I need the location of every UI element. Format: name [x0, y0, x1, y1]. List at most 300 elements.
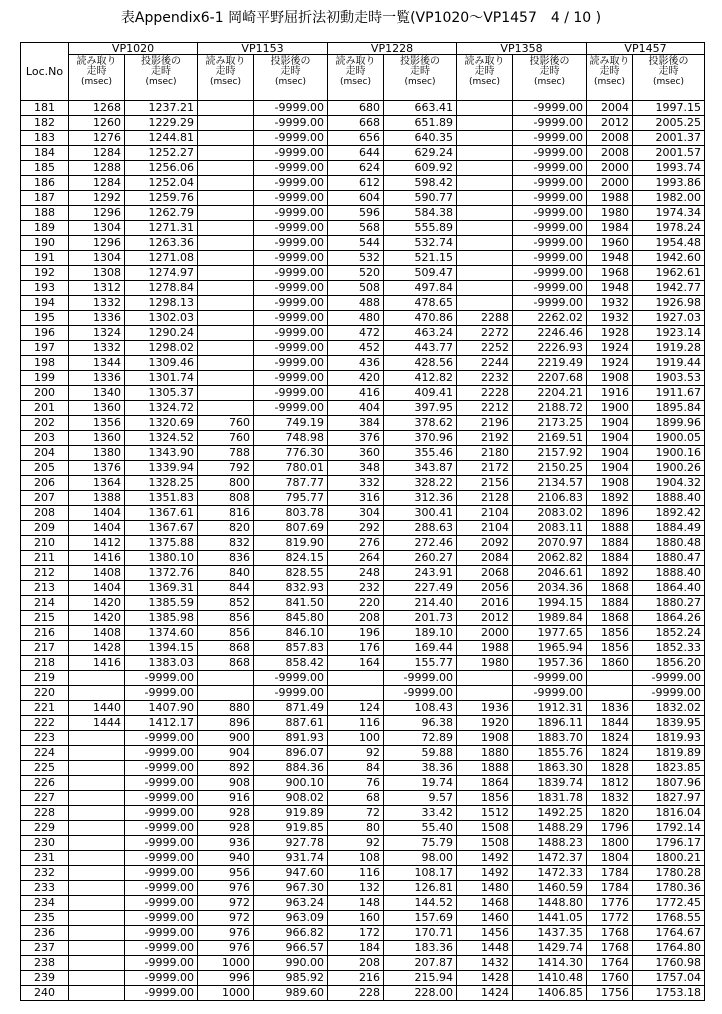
- table-cell: 940: [198, 851, 254, 866]
- table-cell: 1784: [587, 866, 633, 881]
- table-cell: 2128: [457, 491, 513, 506]
- loc-no-cell: 200: [21, 386, 69, 401]
- table-row: [21, 476, 705, 491]
- table-cell: 1899.96: [633, 416, 705, 431]
- table-cell: [198, 176, 254, 191]
- table-cell: [69, 896, 125, 911]
- table-cell: 1404: [69, 506, 125, 521]
- loc-no-cell: 222: [21, 716, 69, 731]
- table-cell: 1836: [587, 701, 633, 716]
- table-cell: 397.95: [384, 401, 457, 416]
- table-cell: 1924: [587, 341, 633, 356]
- table-cell: -9999.00: [513, 116, 587, 131]
- table-cell: [198, 311, 254, 326]
- loc-no-cell: 202: [21, 416, 69, 431]
- table-cell: 98.00: [384, 851, 457, 866]
- table-cell: 2092: [457, 536, 513, 551]
- table-cell: 1278.84: [125, 281, 198, 296]
- table-cell: 904: [198, 746, 254, 761]
- table-cell: -9999.00: [125, 836, 198, 851]
- table-cell: 2012: [457, 611, 513, 626]
- table-cell: 1828: [587, 761, 633, 776]
- loc-no-cell: 205: [21, 461, 69, 476]
- table-cell: 2008: [587, 146, 633, 161]
- table-cell: 1796.17: [633, 836, 705, 851]
- table-cell: 976: [198, 926, 254, 941]
- table-row: [21, 146, 705, 161]
- table-row: [21, 311, 705, 326]
- loc-no-cell: 196: [21, 326, 69, 341]
- table-cell: 1977.65: [513, 626, 587, 641]
- table-cell: 148: [328, 896, 384, 911]
- table-cell: 2001.57: [633, 146, 705, 161]
- table-cell: 208: [328, 611, 384, 626]
- table-cell: 2204.21: [513, 386, 587, 401]
- table-cell: [198, 296, 254, 311]
- table-cell: 2104: [457, 521, 513, 536]
- header-line: 走時: [539, 66, 560, 77]
- table-cell: 1388: [69, 491, 125, 506]
- table-cell: 1380: [69, 446, 125, 461]
- table-cell: -9999.00: [254, 671, 328, 686]
- table-cell: [457, 191, 513, 206]
- table-row: [21, 626, 705, 641]
- table-cell: -9999.00: [125, 926, 198, 941]
- table-row: [21, 236, 705, 251]
- table-cell: 1868: [587, 611, 633, 626]
- table-cell: 452: [328, 341, 384, 356]
- table-cell: 116: [328, 866, 384, 881]
- table-cell: 1000: [198, 986, 254, 1001]
- table-cell: 1367.67: [125, 521, 198, 536]
- table-cell: 1324.72: [125, 401, 198, 416]
- table-cell: 776.30: [254, 446, 328, 461]
- loc-no-cell: 189: [21, 221, 69, 236]
- table-cell: [457, 131, 513, 146]
- table-cell: 68: [328, 791, 384, 806]
- table-cell: 1980: [587, 206, 633, 221]
- table-row: [21, 266, 705, 281]
- table-cell: 1796: [587, 821, 633, 836]
- table-cell: 132: [328, 881, 384, 896]
- table-row: [21, 491, 705, 506]
- table-row: [21, 701, 705, 716]
- table-cell: [69, 911, 125, 926]
- table-cell: 1800: [587, 836, 633, 851]
- table-cell: 868: [198, 641, 254, 656]
- table-cell: 272.46: [384, 536, 457, 551]
- table-cell: [69, 761, 125, 776]
- table-cell: 164: [328, 656, 384, 671]
- table-cell: 1252.27: [125, 146, 198, 161]
- table-cell: 1298.02: [125, 341, 198, 356]
- table-cell: [457, 266, 513, 281]
- table-cell: 157.69: [384, 911, 457, 926]
- table-cell: 2156: [457, 476, 513, 491]
- table-row: [21, 806, 705, 821]
- table-cell: 2157.92: [513, 446, 587, 461]
- table-cell: 480: [328, 311, 384, 326]
- table-cell: 343.87: [384, 461, 457, 476]
- table-cell: 1343.90: [125, 446, 198, 461]
- table-cell: 1824: [587, 746, 633, 761]
- table-cell: 1274.97: [125, 266, 198, 281]
- projected-time-header-vp1358: [513, 55, 587, 101]
- table-cell: 207.87: [384, 956, 457, 971]
- table-cell: 1364: [69, 476, 125, 491]
- table-cell: 1900.26: [633, 461, 705, 476]
- table-row: [21, 731, 705, 746]
- table-row: [21, 116, 705, 131]
- table-cell: 1988: [587, 191, 633, 206]
- table-cell: 292: [328, 521, 384, 536]
- table-cell: 787.77: [254, 476, 328, 491]
- table-cell: 1324: [69, 326, 125, 341]
- table-cell: 1444: [69, 716, 125, 731]
- table-cell: 214.40: [384, 596, 457, 611]
- table-cell: -9999.00: [125, 896, 198, 911]
- table-cell: 215.94: [384, 971, 457, 986]
- table-cell: 1980: [457, 656, 513, 671]
- table-cell: 845.80: [254, 611, 328, 626]
- table-cell: 2173.25: [513, 416, 587, 431]
- table-cell: 508: [328, 281, 384, 296]
- table-cell: -9999.00: [125, 806, 198, 821]
- table-cell: -9999.00: [125, 851, 198, 866]
- table-cell: 409.41: [384, 386, 457, 401]
- table-cell: 936: [198, 836, 254, 851]
- table-cell: 1262.79: [125, 206, 198, 221]
- table-cell: [198, 671, 254, 686]
- table-cell: 1772.45: [633, 896, 705, 911]
- table-cell: 1340: [69, 386, 125, 401]
- table-cell: 760: [198, 416, 254, 431]
- table-cell: 1960: [587, 236, 633, 251]
- table-cell: -9999.00: [513, 266, 587, 281]
- table-cell: -9999.00: [254, 236, 328, 251]
- table-cell: 1923.14: [633, 326, 705, 341]
- table-cell: 1404: [69, 581, 125, 596]
- table-cell: 2169.51: [513, 431, 587, 446]
- table-cell: -9999.00: [254, 146, 328, 161]
- table-cell: 663.41: [384, 101, 457, 116]
- table-cell: 1927.03: [633, 311, 705, 326]
- table-cell: -9999.00: [513, 296, 587, 311]
- table-cell: 989.60: [254, 986, 328, 1001]
- loc-no-cell: 185: [21, 161, 69, 176]
- table-row: [21, 746, 705, 761]
- table-cell: 1839.95: [633, 716, 705, 731]
- table-cell: 1932: [587, 311, 633, 326]
- table-cell: -9999.00: [125, 761, 198, 776]
- table-cell: 1000: [198, 956, 254, 971]
- table-cell: 1308: [69, 266, 125, 281]
- table-cell: -9999.00: [384, 686, 457, 701]
- table-cell: 2172: [457, 461, 513, 476]
- table-cell: 2056: [457, 581, 513, 596]
- table-cell: 856: [198, 626, 254, 641]
- table-cell: 1904.32: [633, 476, 705, 491]
- table-cell: 1868: [587, 581, 633, 596]
- table-cell: 2188.72: [513, 401, 587, 416]
- table-cell: 2228: [457, 386, 513, 401]
- table-cell: [69, 926, 125, 941]
- table-cell: 80: [328, 821, 384, 836]
- table-row: [21, 641, 705, 656]
- table-cell: -9999.00: [513, 176, 587, 191]
- loc-no-cell: 211: [21, 551, 69, 566]
- table-cell: 887.61: [254, 716, 328, 731]
- table-cell: 800: [198, 476, 254, 491]
- table-cell: -9999.00: [125, 746, 198, 761]
- table-cell: 966.82: [254, 926, 328, 941]
- loc-no-cell: 201: [21, 401, 69, 416]
- table-cell: 1296: [69, 236, 125, 251]
- table-cell: 1328.25: [125, 476, 198, 491]
- table-cell: [69, 881, 125, 896]
- table-cell: 1296: [69, 206, 125, 221]
- table-cell: [457, 176, 513, 191]
- table-cell: 463.24: [384, 326, 457, 341]
- table-cell: [198, 191, 254, 206]
- table-cell: [198, 401, 254, 416]
- table-cell: 312.36: [384, 491, 457, 506]
- loc-no-cell: 207: [21, 491, 69, 506]
- table-cell: 963.24: [254, 896, 328, 911]
- table-cell: 1895.84: [633, 401, 705, 416]
- table-row: [21, 971, 705, 986]
- table-cell: 472: [328, 326, 384, 341]
- table-cell: 1974.34: [633, 206, 705, 221]
- table-cell: 1908: [457, 731, 513, 746]
- table-cell: -9999.00: [125, 911, 198, 926]
- table-cell: 1832.02: [633, 701, 705, 716]
- table-cell: 1884: [587, 596, 633, 611]
- projected-time-header-vp1020: [125, 55, 198, 101]
- loc-no-cell: 190: [21, 236, 69, 251]
- table-cell: 1852.33: [633, 641, 705, 656]
- table-cell: 176: [328, 641, 384, 656]
- table-row: [21, 581, 705, 596]
- table-cell: 436: [328, 356, 384, 371]
- table-cell: 1229.29: [125, 116, 198, 131]
- table-cell: 1819.93: [633, 731, 705, 746]
- table-cell: 749.19: [254, 416, 328, 431]
- table-cell: 891.93: [254, 731, 328, 746]
- table-cell: 1989.84: [513, 611, 587, 626]
- unit-label: (msec): [275, 77, 306, 87]
- table-cell: -9999.00: [254, 131, 328, 146]
- table-cell: 2196: [457, 416, 513, 431]
- loc-no-cell: 212: [21, 566, 69, 581]
- table-cell: 1819.89: [633, 746, 705, 761]
- table-cell: 1957.36: [513, 656, 587, 671]
- table-cell: 1962.61: [633, 266, 705, 281]
- table-cell: 1753.18: [633, 986, 705, 1001]
- table-cell: -9999.00: [125, 866, 198, 881]
- header-line: 読み取り: [76, 56, 117, 67]
- header-line: 読み取り: [464, 56, 505, 67]
- table-cell: 919.85: [254, 821, 328, 836]
- table-row: [21, 776, 705, 791]
- raw-time-header-vp1358: [457, 55, 513, 101]
- table-cell: 1919.28: [633, 341, 705, 356]
- table-row: [21, 251, 705, 266]
- table-cell: 172: [328, 926, 384, 941]
- table-cell: 1919.44: [633, 356, 705, 371]
- table-cell: 892: [198, 761, 254, 776]
- table-row: [21, 131, 705, 146]
- table-row: [21, 956, 705, 971]
- table-cell: 2000: [587, 176, 633, 191]
- table-cell: [198, 146, 254, 161]
- table-row: [21, 716, 705, 731]
- table-cell: 1831.78: [513, 791, 587, 806]
- table-cell: 1764: [587, 956, 633, 971]
- table-cell: 972: [198, 896, 254, 911]
- header-line: 読み取り: [205, 56, 246, 67]
- table-cell: 919.89: [254, 806, 328, 821]
- loc-no-cell: 226: [21, 776, 69, 791]
- table-cell: 2000: [457, 626, 513, 641]
- table-cell: 9.57: [384, 791, 457, 806]
- table-cell: 836: [198, 551, 254, 566]
- table-row: [21, 761, 705, 776]
- table-cell: 1271.08: [125, 251, 198, 266]
- header-line: 走時: [86, 66, 107, 77]
- table-cell: [69, 986, 125, 1001]
- table-cell: 521.15: [384, 251, 457, 266]
- table-cell: -9999.00: [254, 386, 328, 401]
- table-cell: 857.83: [254, 641, 328, 656]
- table-cell: 96.38: [384, 716, 457, 731]
- table-cell: 1792.14: [633, 821, 705, 836]
- table-cell: -9999.00: [125, 821, 198, 836]
- table-cell: 996: [198, 971, 254, 986]
- loc-no-cell: 209: [21, 521, 69, 536]
- loc-no-cell: 203: [21, 431, 69, 446]
- table-cell: 1768.55: [633, 911, 705, 926]
- loc-no-cell: 208: [21, 506, 69, 521]
- table-cell: 1904: [587, 431, 633, 446]
- table-cell: 384: [328, 416, 384, 431]
- loc-no-header: Loc.No: [21, 43, 69, 101]
- table-cell: 1884: [587, 551, 633, 566]
- table-cell: 1911.67: [633, 386, 705, 401]
- table-cell: 2134.57: [513, 476, 587, 491]
- table-row: [21, 596, 705, 611]
- table-row: [21, 401, 705, 416]
- table-cell: 947.60: [254, 866, 328, 881]
- table-cell: 1993.86: [633, 176, 705, 191]
- loc-no-cell: 186: [21, 176, 69, 191]
- header-line: 投影後の: [529, 56, 570, 67]
- table-cell: 376: [328, 431, 384, 446]
- table-cell: 1512: [457, 806, 513, 821]
- table-cell: 1968: [587, 266, 633, 281]
- table-cell: 2004: [587, 101, 633, 116]
- table-cell: 1892: [587, 491, 633, 506]
- table-cell: [587, 686, 633, 701]
- table-cell: -9999.00: [254, 326, 328, 341]
- table-cell: [69, 821, 125, 836]
- table-cell: 2083.02: [513, 506, 587, 521]
- table-cell: 1448.80: [513, 896, 587, 911]
- table-cell: 216: [328, 971, 384, 986]
- unit-label: (msec): [145, 77, 177, 87]
- table-row: [21, 911, 705, 926]
- table-row: [21, 356, 705, 371]
- table-row: [21, 941, 705, 956]
- table-cell: 1460: [457, 911, 513, 926]
- table-cell: [198, 266, 254, 281]
- table-cell: 276: [328, 536, 384, 551]
- table-cell: 1883.70: [513, 731, 587, 746]
- table-cell: 1408: [69, 566, 125, 581]
- table-cell: 871.49: [254, 701, 328, 716]
- table-cell: 656: [328, 131, 384, 146]
- loc-no-cell: 238: [21, 956, 69, 971]
- table-cell: 1420: [69, 596, 125, 611]
- table-cell: 160: [328, 911, 384, 926]
- table-cell: 1480: [457, 881, 513, 896]
- table-cell: 532.74: [384, 236, 457, 251]
- table-cell: 584.38: [384, 206, 457, 221]
- unit-label: (msec): [594, 77, 625, 87]
- table-cell: 124: [328, 701, 384, 716]
- table-cell: 1839.74: [513, 776, 587, 791]
- table-cell: 370.96: [384, 431, 457, 446]
- table-cell: 1820: [587, 806, 633, 821]
- table-cell: 1276: [69, 131, 125, 146]
- table-cell: 1896: [587, 506, 633, 521]
- table-cell: 348: [328, 461, 384, 476]
- table-cell: 1360: [69, 431, 125, 446]
- table-cell: 844: [198, 581, 254, 596]
- table-cell: -9999.00: [254, 401, 328, 416]
- table-cell: 2219.49: [513, 356, 587, 371]
- table-cell: 803.78: [254, 506, 328, 521]
- table-cell: 1807.96: [633, 776, 705, 791]
- table-cell: 644: [328, 146, 384, 161]
- table-cell: [457, 221, 513, 236]
- table-cell: 1448: [457, 941, 513, 956]
- raw-time-header-vp1153: [198, 55, 254, 101]
- table-cell: 868: [198, 656, 254, 671]
- table-cell: 2244: [457, 356, 513, 371]
- loc-no-cell: 183: [21, 131, 69, 146]
- unit-label: (msec): [210, 77, 241, 87]
- loc-no-cell: 197: [21, 341, 69, 356]
- table-cell: 1812: [587, 776, 633, 791]
- table-cell: -9999.00: [125, 791, 198, 806]
- loc-no-cell: 234: [21, 896, 69, 911]
- projected-time-header-vp1457: [633, 55, 705, 101]
- table-row: [21, 461, 705, 476]
- table-row: [21, 836, 705, 851]
- table-cell: 1757.04: [633, 971, 705, 986]
- table-cell: 2272: [457, 326, 513, 341]
- table-cell: 1508: [457, 821, 513, 836]
- table-cell: 2046.61: [513, 566, 587, 581]
- group-header-vp1153: VP1153: [198, 43, 328, 55]
- unit-label: (msec): [469, 77, 500, 87]
- table-cell: 55.40: [384, 821, 457, 836]
- table-cell: [69, 806, 125, 821]
- table-cell: 832.93: [254, 581, 328, 596]
- table-cell: [198, 371, 254, 386]
- loc-no-cell: 227: [21, 791, 69, 806]
